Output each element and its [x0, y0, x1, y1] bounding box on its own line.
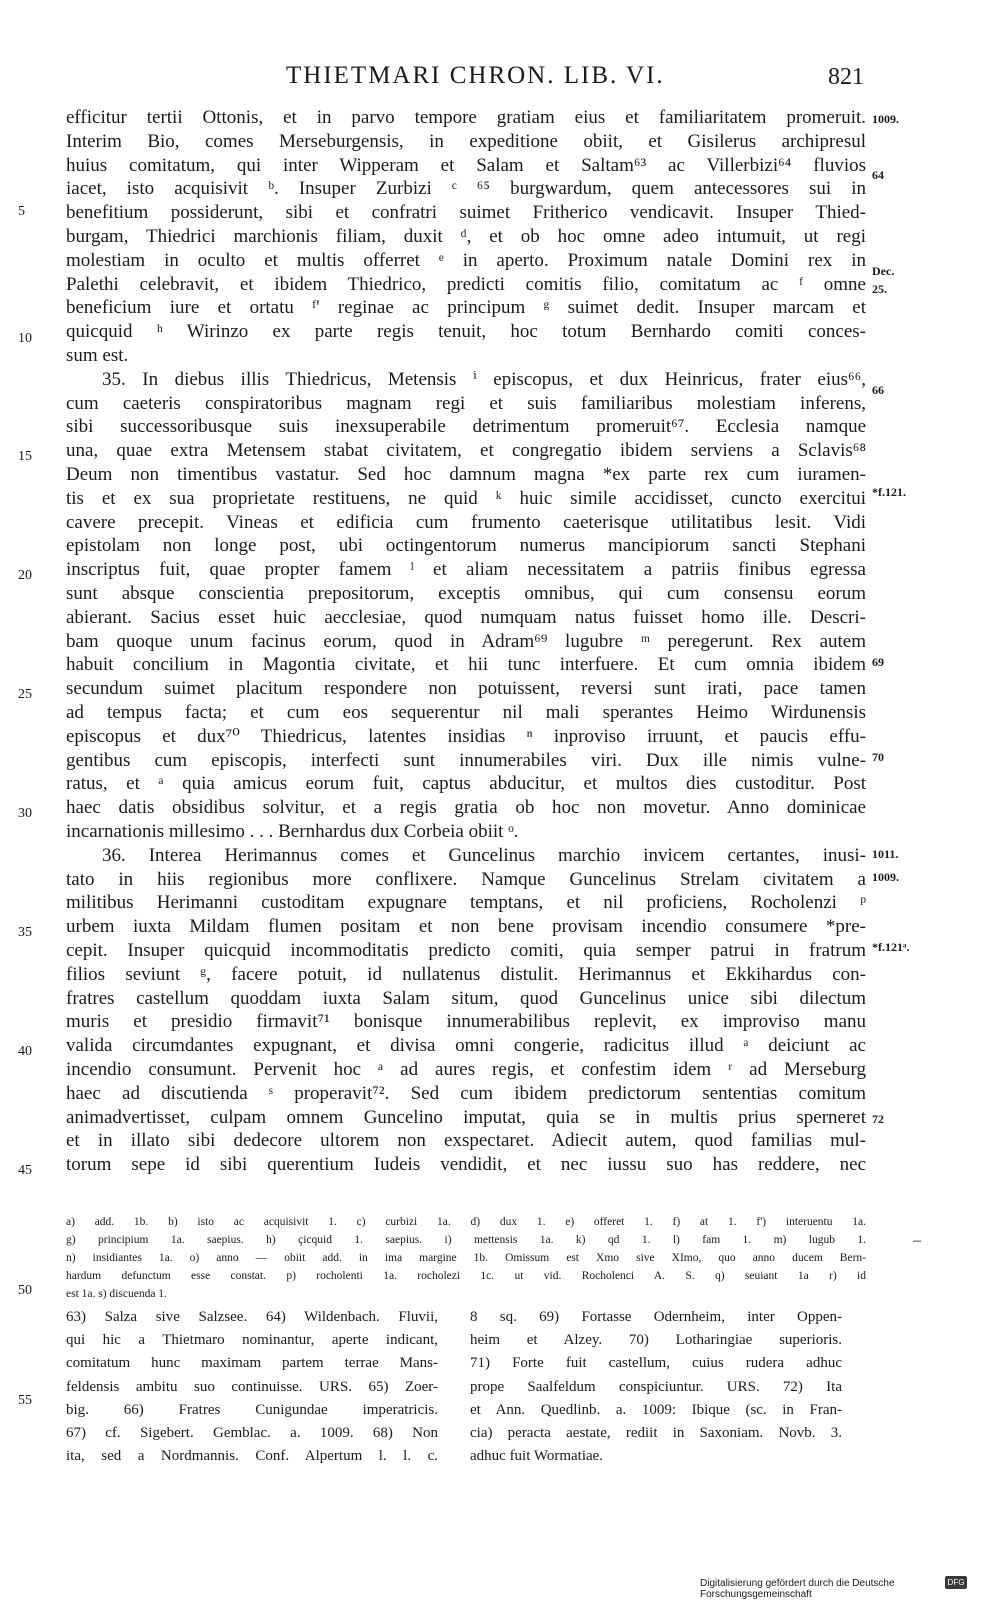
line-number: 15 — [18, 449, 32, 464]
text-line: inscriptus fuit, quae propter famem ˡ et aliam necessitatem a patriis finibus egressa — [66, 559, 866, 581]
text-line: cum caeteris conspiratoribus magnam regi et suis familiaribus molestiam inferens, — [66, 392, 866, 414]
text-line: muris et presidio firmavit⁷¹ bonisque innumerabilibus replevit, ex improviso manu — [66, 1011, 866, 1033]
note-line: cia) peracta aestate, rediit in Saxoniam. Novb. 3. — [470, 1425, 842, 1441]
text-line: gentibus cum episcopis, interfecti sunt innumerabiles viri. Dux ille nimis vulne- — [66, 749, 866, 771]
note-line: prope Saalfeldum conspiciuntur. URS. 72) Ita — [470, 1378, 842, 1395]
note-line: 71) Forte fuit castellum, cuius rudera adhuc — [470, 1355, 842, 1372]
running-title: THIETMARI CHRON. LIB. VI. — [286, 62, 665, 89]
text-line: torum sepe id sibi querentium Iudeis vendidit, et nec iussu suo has reddere, nec — [66, 1154, 866, 1176]
margin-note: 72 — [872, 1112, 884, 1126]
main-text — [66, 106, 866, 1201]
note-line: comitatum hunc maximam partem terrae Mans- — [66, 1355, 438, 1372]
margin-note: 1009. — [872, 870, 899, 884]
margin-note: 25. — [872, 282, 887, 296]
text-line: sibi successoribusque suis inexsuperabile detrimentum promeruit⁶⁷. Ecclesia namque — [66, 416, 866, 438]
apparatus-line: n) insidiantes 1a. o) anno — obiit add. in ima margine 1b. Omissum est Xmo sive XImo, quo anno ducem Bern- — [66, 1252, 866, 1264]
text-line: filios seviunt ᵍ, facere potuit, id nullatenus distulit. Herimannus et Ekkihardus con- — [66, 963, 866, 985]
text-line: cepit. Insuper quicquid incommoditatis predicto comiti, quia semper patrui in fratrum — [66, 940, 866, 961]
line-number: 40 — [18, 1044, 32, 1059]
text-line: Deum non timentibus vastatur. Sed hoc damnum magna *ex parte rex cum iuramen- — [66, 464, 866, 485]
margin-note: 1011. — [872, 847, 899, 861]
text-line: efficitur tertii Ottonis, et in parvo tempore gratiam eius et familiaritatem promeruit. — [66, 107, 866, 128]
text-line: bam quoque unum facinus eorum, quod in Adram⁶⁹ lugubre ᵐ peregerunt. Rex autem — [66, 630, 866, 652]
apparatus-line: est 1a. s) discuenda 1. — [66, 1288, 167, 1300]
text-line: haec datis obsidibus solvitur, et a regis gratia ob hoc non movetur. Anno dominicae — [66, 797, 866, 819]
digitization-credit: Digitalisierung gefördert durch die Deutsche Forschungsgemeinschaft — [700, 1578, 895, 1600]
margin-note: 1009. — [872, 112, 899, 126]
text-line: una, quae extra Metensem stabat civitatem, et congregatio ibidem serviens a Sclavis⁶⁸ — [66, 440, 866, 462]
section-36-start: 36. Interea Herimannus comes et Guncelinus marchio invicem certantes, inusi- — [102, 844, 866, 866]
line-number: 10 — [18, 331, 32, 346]
text-line: tis et ex sua proprietate restituens, ne quid ᵏ huic simile accidisset, cuncto exercitui — [66, 487, 866, 509]
line-number: 55 — [18, 1393, 32, 1408]
note-line: big. 66) Fratres Cunigundae imperatricis. — [66, 1401, 438, 1418]
text-line: et in illato sibi dedecore ultorem non exspectaret. Adiecit autem, quod familias mul- — [66, 1130, 866, 1152]
line-number: 50 — [18, 1283, 32, 1298]
text-line: haec ad discutienda ˢ properavit⁷². Sed cum ibidem predictorum sententias comitum — [66, 1082, 866, 1104]
text-line: Interim Bio, comes Merseburgensis, in expeditione obiit, et Gisilerus archipresul — [66, 130, 866, 152]
note-line: qui hic a Thietmaro nominantur, aperte indicant, — [66, 1332, 438, 1349]
text-line: incarnationis millesimo . . . Bernhardus dux Corbeia obiit ᵒ. — [66, 821, 519, 842]
apparatus-line: g) principium 1a. saepius. h) çicquid 1. saepius. i) mettensis 1a. k) qd 1. l) fam 1. m) lugub 1. — [66, 1234, 866, 1246]
note-line: feldensis ambitu suo continuisse. URS. 65) Zoer- — [66, 1378, 438, 1395]
margin-note: Dec. — [872, 264, 895, 278]
line-number: 25 — [18, 687, 32, 702]
text-line: tato in hiis regionibus more conflixere. Namque Guncelinus Strelam civitatem a — [66, 868, 866, 890]
text-line: abierant. Sacius esset huic aecclesiae, quod numquam natus fuisset homo ille. Descri- — [66, 606, 866, 628]
line-number: 5 — [18, 204, 25, 219]
margin-note: 69 — [872, 655, 884, 669]
text-line: incendio consumunt. Pervenit hoc ᵃ ad aures regis, et confestim idem ʳ ad Merseburg — [66, 1059, 866, 1080]
apparatus-line: a) add. 1b. b) isto ac acquisivit 1. c) curbizi 1a. d) dux 1. e) offeret 1. f) at 1. f') interuentu 1a. — [66, 1216, 866, 1228]
note-line: 67) cf. Sigebert. Gemblac. a. 1009. 68) Non — [66, 1425, 438, 1441]
line-number: 35 — [18, 925, 32, 940]
notes-left-column — [66, 1306, 438, 1471]
text-line: ad tempus facta; et cum eos sequerentur nil mali sperantes Heimo Wirdunensis — [66, 702, 866, 723]
text-line: sunt absque conscientia prepositorum, exceptis omnibus, qui cum consensu eorum — [66, 583, 866, 604]
text-line: cavere precepit. Vineas et edificia cum frumento caeterisque utilitatibus lesit. Vidi — [66, 511, 866, 533]
text-line: epistolam non longe post, ubi octingentorum numerus mancipiorum sancti Stephani — [66, 535, 866, 557]
text-line: molestiam in oculto et multis offerret ᵉ in aperto. Proximum natale Domini rex in — [66, 249, 866, 271]
text-line: ratus, et ᵃ quia amicus eorum fuit, captus abducitur, et multos dies custoditur. Post — [66, 773, 866, 795]
margin-note: *f.121. — [872, 485, 906, 499]
note-line: adhuc fuit Wormatiae. — [470, 1448, 604, 1465]
line-number: 20 — [18, 568, 32, 583]
text-line: burgam, Thiedrici marchionis filiam, duxit ᵈ, et ob hoc omne adeo intumuit, ut regi — [66, 226, 866, 247]
margin-note: *f.121ᵃ. — [872, 940, 910, 954]
margin-note: 64 — [872, 168, 884, 182]
dfg-logo: DFG — [945, 1576, 967, 1589]
note-line: ita, sed a Nordmannis. Conf. Alpertum l. l. c. — [66, 1448, 438, 1465]
text-line: episcopus et dux⁷⁰ Thiedricus, latentes insidias ⁿ inproviso irruunt, et paucis effu- — [66, 725, 866, 747]
text-line: Palethi celebravit, et ibidem Thiedrico, predicti comitis filio, comitatum ac ᶠ omne — [66, 273, 866, 295]
margin-note: 66 — [872, 383, 884, 397]
margin-note: 70 — [872, 750, 884, 764]
section-35-start: 35. In diebus illis Thiedricus, Metensis ⁱ episcopus, et dux Heinricus, frater eius⁶⁶, — [102, 368, 866, 390]
text-line: beneficium iure et ortatu ᶠ' reginae ac principum ᵍ suimet dedit. Insuper marcam et — [66, 297, 866, 319]
line-number: 30 — [18, 806, 32, 821]
apparatus-line: hardum defunctum esse constat. p) rocholenti 1a. rocholezi 1c. ut vid. Rocholenci A. S. q) seuiant 1a r) id — [66, 1270, 866, 1282]
text-line: urbem iuxta Mildam flumen positam et non bene provisam incendio consumere *pre- — [66, 916, 866, 938]
notes-right-column — [470, 1306, 842, 1471]
text-line — [66, 1177, 866, 1201]
text-line: animadvertisset, culpam omnem Guncelino imputat, quia se in multis prius sperneret — [66, 1106, 866, 1128]
text-line: valida circumdantes expugnant, et divisa omni congerie, radicitus illud ᵃ deiciunt ac — [66, 1035, 866, 1057]
page-number: 821 — [828, 64, 864, 90]
text-line: huius comitatum, qui inter Wipperam et Salam et Saltam⁶³ ac Villerbizi⁶⁴ fluvios — [66, 154, 866, 176]
text-line: quicquid ʰ Wirinzo ex parte regis tenuit, hoc totum Bernhardo comiti conces- — [66, 321, 866, 343]
text-line: sum est. — [66, 345, 129, 366]
text-line: habuit concilium in Magontia civitate, et hii tunc interfuere. Et cum omnia ibidem — [66, 654, 866, 676]
page-header — [0, 62, 1000, 102]
note-line: et Ann. Quedlinb. a. 1009: Ibique (sc. in Fran- — [470, 1401, 842, 1418]
text-line: iacet, isto acquisivit ᵇ. Insuper Zurbizi ᶜ ⁶⁵ burgwardum, quem antecessores sui in — [66, 178, 866, 200]
text-line: militibus Herimanni custoditam expugnare temptans, et nil proficiens, Rocholenzi ᵖ — [66, 892, 866, 914]
note-line: 63) Salza sive Salzsee. 64) Wildenbach. Fluvii, — [66, 1309, 438, 1325]
text-line: benefitium possiderunt, sibi et confratri suimet Fritherico vendicavit. Insuper Thied- — [66, 202, 866, 224]
note-line: 8 sq. 69) Fortasse Odernheim, inter Oppen- — [470, 1309, 842, 1325]
note-line: heim et Alzey. 70) Lotharingiae superioris. — [470, 1332, 842, 1349]
text-line: secundum suimet placitum respondere non potuissent, reversi sunt irati, pace tamen — [66, 678, 866, 700]
text-line: fratres castellum quoddam iuxta Salam situm, quod Guncelinus unice sibi dilectum — [66, 987, 866, 1009]
line-number: 45 — [18, 1163, 32, 1178]
margin-dash: – — [913, 1232, 921, 1249]
